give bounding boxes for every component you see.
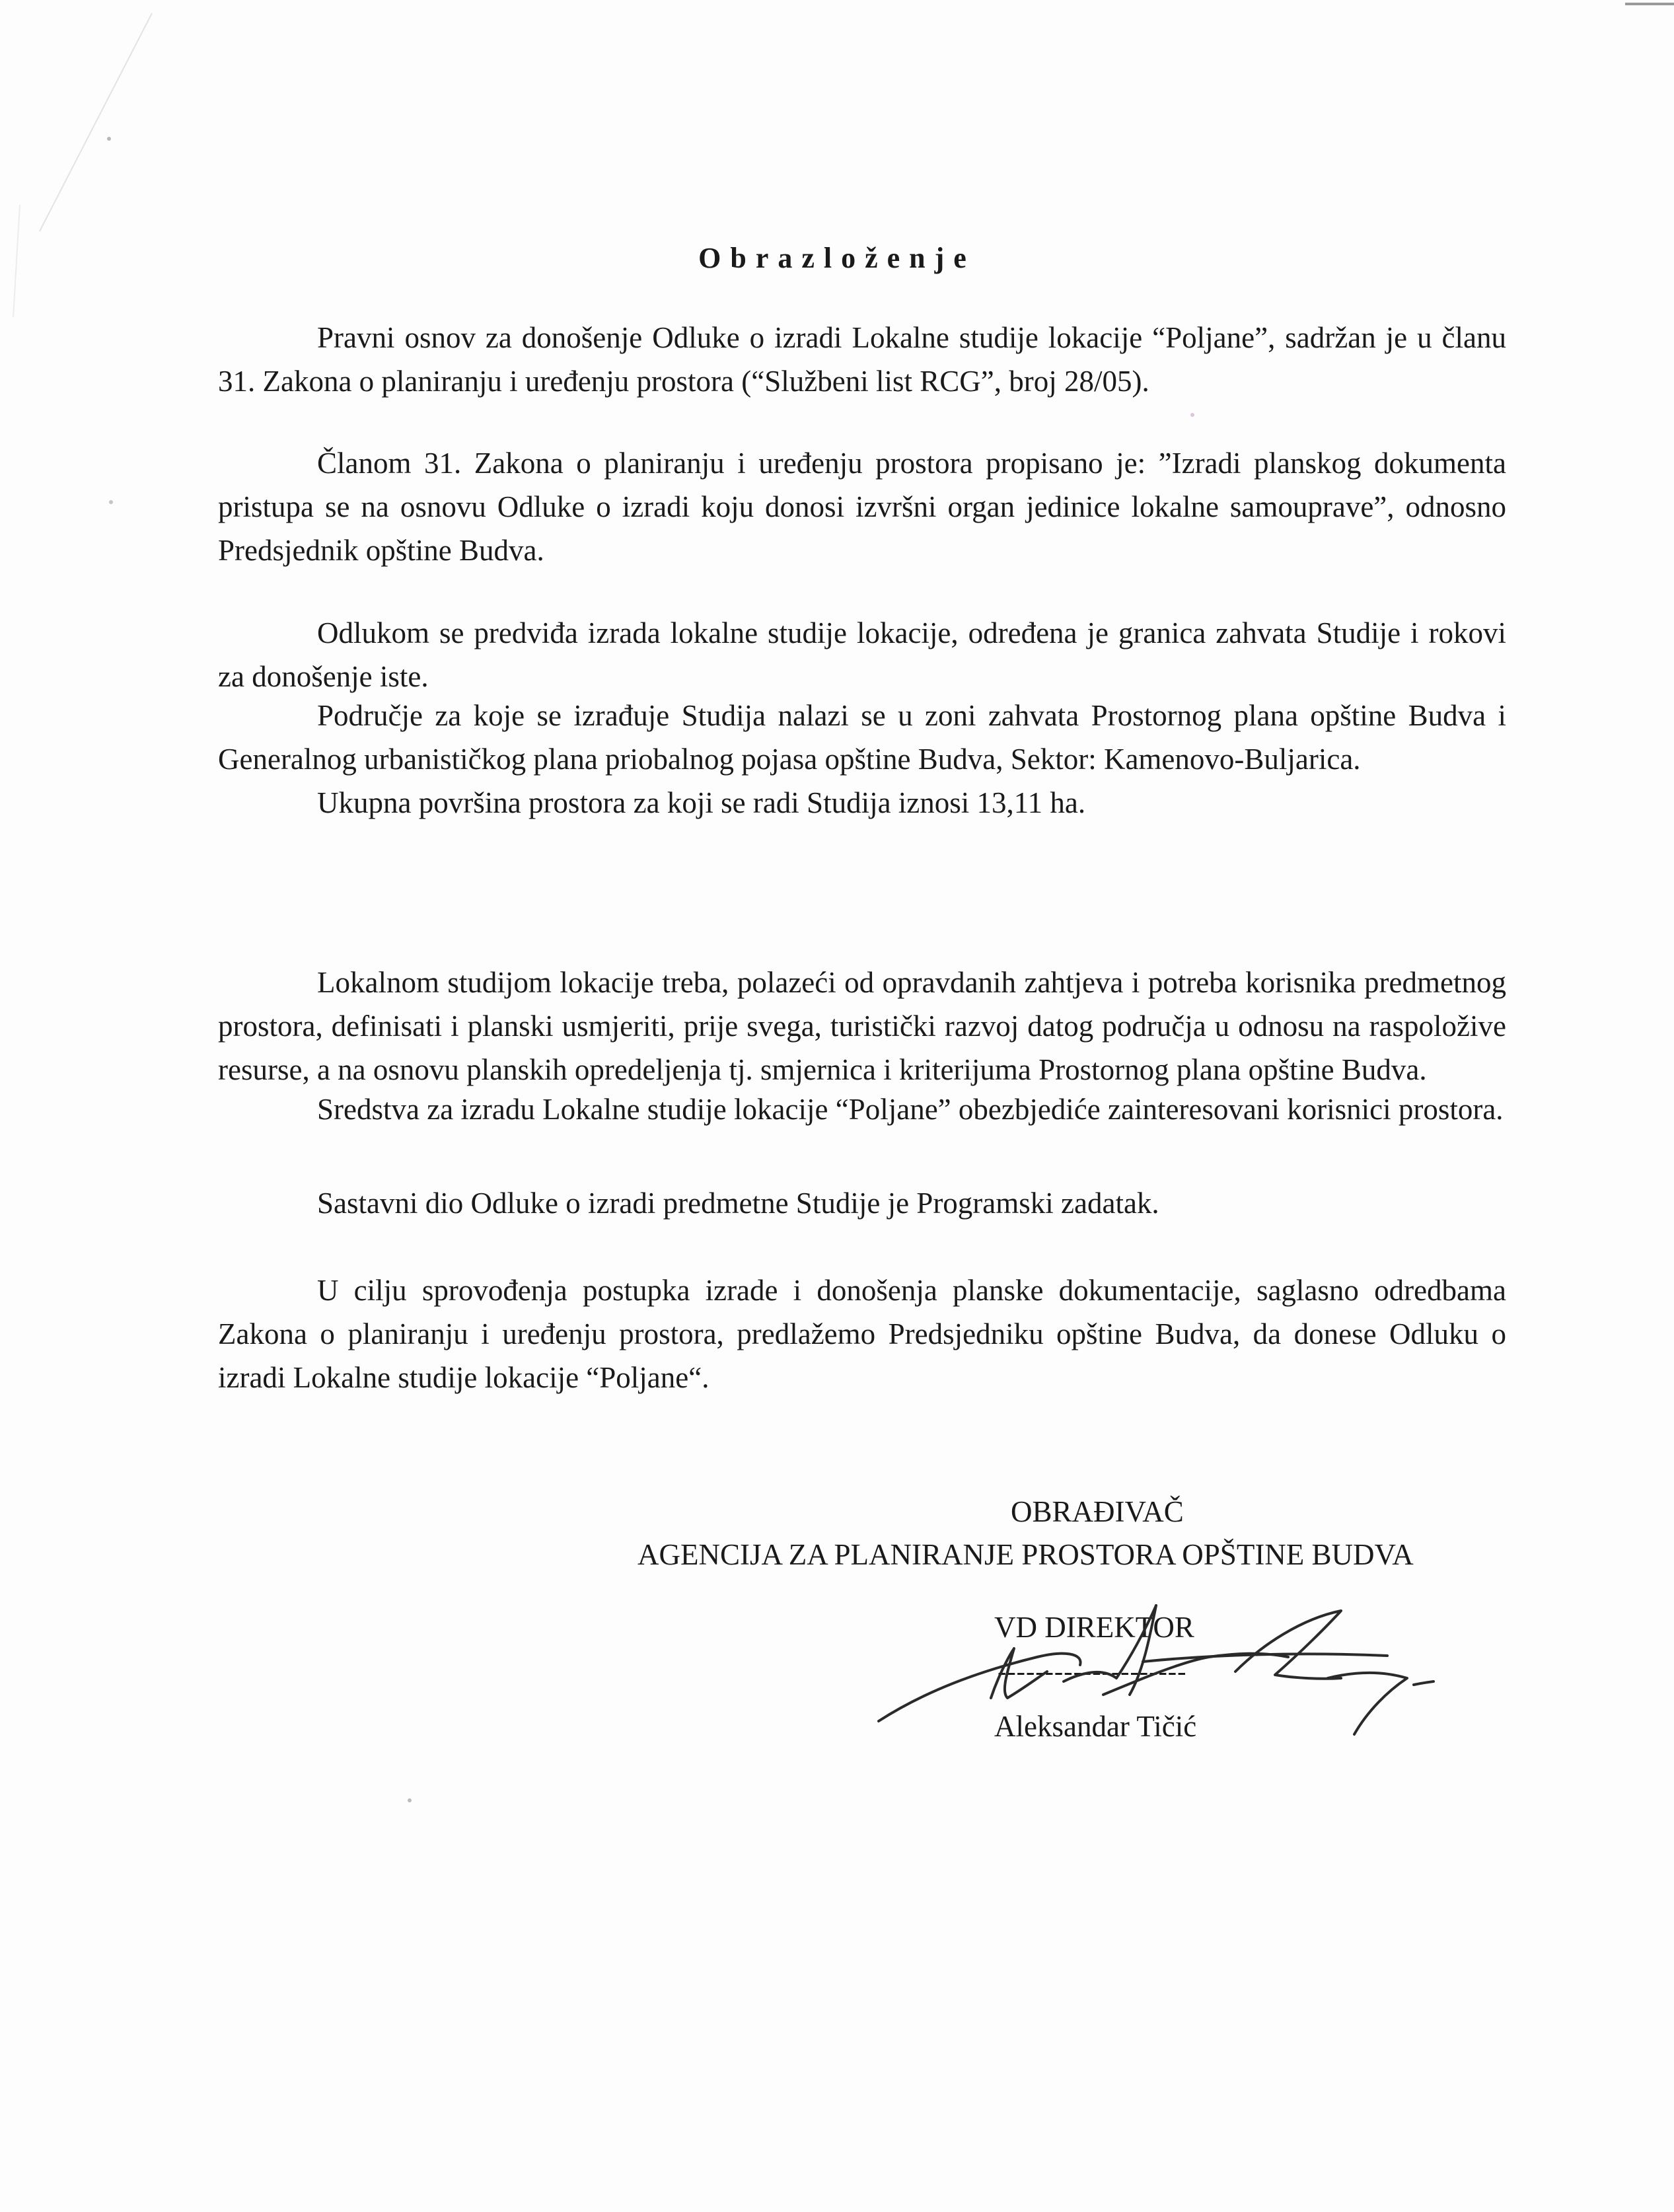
paragraph-text: Ukupna površina prostora za koji se radi Studija iznosi 13,11 ha. xyxy=(317,786,1086,819)
paragraph-text: Područje za koje se izrađuje Studija nalazi se u zoni zahvata Prostornog plana opštine Budva i Generalnog urbanističkog plana priobalnog pojasa opštine Budva, Sektor: Kamenovo-Buljarica. xyxy=(218,699,1506,776)
paragraph-text: Sredstva za izradu Lokalne studije lokacije “Poljane” obezbjediće zainteresovani korisnici prostora. xyxy=(317,1093,1504,1126)
paragraph-text: Sastavni dio Odluke o izradi predmetne Studije je Programski zadatak. xyxy=(317,1187,1159,1220)
signatory-name: Aleksandar Tičić xyxy=(994,1710,1197,1743)
paragraph-proposal xyxy=(218,1269,1506,1399)
paragraph-text: Lokalnom studijom lokacije treba, polazeći od opravdanih zahtjeva i potreba korisnika predmetnog prostora, definisati i planski usmjeriti, prije svega, turistički razvoj datog područja u odnosu na raspoložive resurse, a na osnovu planskih opredeljenja tj. smjernica i kriterijuma Prostornog plana opštine Budva. xyxy=(218,966,1506,1086)
paragraph-program-task xyxy=(218,1181,1506,1225)
document-title: Obrazloženje xyxy=(698,242,976,274)
signature-role: VD DIREKTOR xyxy=(994,1611,1194,1644)
paragraph-text: Članom 31. Zakona o planiranju i uređenju prostora propisano je: ”Izradi planskog dokumenta pristupa se na osnovu Odluke o izradi koju donosi izvršni organ jedinice lokalne samouprave”, odnosno Predsjednik opštine Budva. xyxy=(218,447,1506,567)
paragraph-text: U cilju sprovođenja postupka izrade i donošenja planske dokumentacije, saglasno odredbama Zakona o planiranju i uređenju prostora, predlažemo Predsjedniku opštine Budva, da donese Odluku o izradi Lokalne studije lokacije “Poljane“. xyxy=(218,1274,1506,1394)
paragraph-text: Pravni osnov za donošenje Odluke o izradi Lokalne studije lokacije “Poljane”, sadržan je u članu 31. Zakona o planiranju i uređenju prostora (“Službeni list RCG”, broj 28/05). xyxy=(218,321,1506,398)
paragraph-article-31 xyxy=(218,441,1506,572)
paragraph-legal-basis xyxy=(218,316,1506,403)
paragraph-decision-scope xyxy=(218,611,1506,698)
signature-org-name: AGENCIJA ZA PLANIRANJE PROSTORA OPŠTINE BUDVA xyxy=(637,1538,1414,1571)
paragraph-funding xyxy=(218,1088,1506,1131)
signature-line: -------------------- xyxy=(998,1656,1187,1686)
signature-org-title: OBRAĐIVAČ xyxy=(1011,1495,1184,1528)
handwritten-signature-icon xyxy=(865,1579,1493,1771)
paragraph-area xyxy=(218,694,1506,825)
paragraph-study-goals xyxy=(218,961,1506,1091)
paragraph-text: Odlukom se predviđa izrada lokalne studije lokacije, određena je granica zahvata Studije i rokovi za donošenje iste. xyxy=(218,616,1506,693)
